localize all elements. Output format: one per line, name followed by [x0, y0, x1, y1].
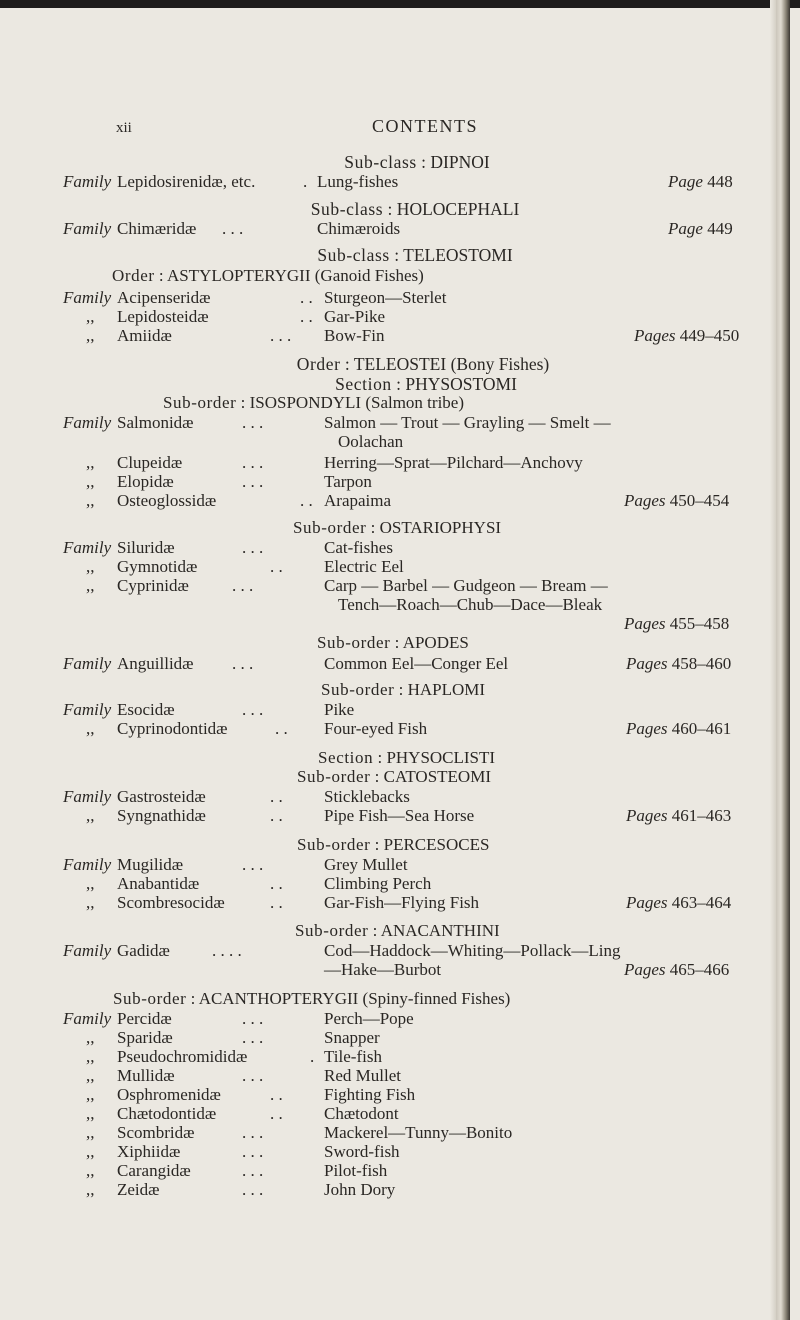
- page-title: CONTENTS: [372, 116, 478, 136]
- leader-dots: . . .: [242, 700, 264, 719]
- common-name: John Dory: [324, 1180, 396, 1199]
- common-name: Red Mullet: [324, 1066, 401, 1085]
- common-name: Sturgeon—Sterlet: [324, 288, 447, 307]
- heading-suborder-anacanthini: Sub-order : ANACANTHINI: [295, 921, 500, 940]
- leader-dots: . . .: [242, 538, 264, 557]
- common-name-continued: Oolachan: [338, 432, 404, 451]
- family-name: Amiidæ: [117, 326, 172, 345]
- heading-suborder-catosteomi: Sub-order : CATOSTEOMI: [297, 767, 491, 786]
- ditto-mark: ,,: [86, 472, 95, 491]
- ditto-mark: ,,: [86, 557, 95, 576]
- family-name: Cyprinodontidæ: [117, 719, 228, 738]
- ditto-mark: ,,: [86, 806, 95, 825]
- leader-dots: . .: [300, 491, 313, 510]
- family-name: Mullidæ: [117, 1066, 175, 1085]
- page-reference: Page 449: [668, 219, 733, 238]
- family-label: Family: [63, 288, 112, 307]
- leader-dots: . . .: [242, 1009, 264, 1028]
- ditto-mark: ,,: [86, 1085, 95, 1104]
- common-name: Climbing Perch: [324, 874, 432, 893]
- common-name: Arapaima: [324, 491, 392, 510]
- leader-dots: . .: [270, 787, 283, 806]
- ditto-mark: ,,: [86, 1123, 95, 1142]
- family-name: Chimæridæ: [117, 219, 197, 238]
- ditto-mark: ,,: [86, 719, 95, 738]
- common-name: Pike: [324, 700, 355, 719]
- family-name: Scombresocidæ: [117, 893, 225, 912]
- heading-suborder-ostariophysi: Sub-order : OSTARIOPHYSI: [293, 518, 502, 537]
- family-label: Family: [63, 700, 112, 719]
- ditto-mark: ,,: [86, 491, 95, 510]
- common-name: Chimæroids: [317, 219, 401, 238]
- common-name: Grey Mullet: [324, 855, 408, 874]
- ditto-mark: ,,: [86, 576, 95, 595]
- family-label: Family: [63, 654, 112, 673]
- leader-dots: . . .: [242, 413, 264, 432]
- family-label: Family: [63, 172, 112, 191]
- ditto-mark: ,,: [86, 1047, 95, 1066]
- page-reference: Pages 461–463: [626, 806, 732, 825]
- family-name: Chætodontidæ: [117, 1104, 217, 1123]
- common-name: Tile-fish: [324, 1047, 382, 1066]
- family-name: Acipenseridæ: [117, 288, 211, 307]
- ditto-mark: ,,: [86, 893, 95, 912]
- page-reference: Pages 460–461: [626, 719, 732, 738]
- ditto-mark: ,,: [86, 1161, 95, 1180]
- leader-dots: . . .: [242, 1161, 264, 1180]
- common-name: Electric Eel: [324, 557, 404, 576]
- family-name: Clupeidæ: [117, 453, 183, 472]
- ditto-mark: ,,: [86, 1142, 95, 1161]
- common-name: Bow-Fin: [324, 326, 385, 345]
- ditto-mark: ,,: [86, 1104, 95, 1123]
- leader-dots: . .: [270, 874, 283, 893]
- heading-suborder-apodes: Sub-order : APODES: [317, 633, 469, 652]
- family-name: Mugilidæ: [117, 855, 184, 874]
- leader-dots: .: [303, 172, 308, 191]
- page-reference: Page 448: [668, 172, 733, 191]
- page-reference: Pages 450–454: [624, 491, 730, 510]
- common-name: Gar-Pike: [324, 307, 386, 326]
- common-name: Chætodont: [324, 1104, 399, 1123]
- leader-dots: .: [310, 1047, 315, 1066]
- heading-subclass-teleostomi: Sub-class : TELEOSTOMI: [317, 245, 513, 265]
- leader-dots: . .: [275, 719, 288, 738]
- family-name: Zeidæ: [117, 1180, 160, 1199]
- leader-dots: . .: [300, 288, 313, 307]
- leader-dots: . .: [270, 1104, 283, 1123]
- leader-dots: . . .: [270, 326, 292, 345]
- family-name: Syngnathidæ: [117, 806, 206, 825]
- ditto-mark: ,,: [86, 453, 95, 472]
- heading-suborder-haplomi: Sub-order : HAPLOMI: [321, 680, 486, 699]
- leader-dots: . . .: [242, 1142, 264, 1161]
- common-name: Mackerel—Tunny—Bonito: [324, 1123, 513, 1142]
- leader-dots: . . .: [242, 1123, 264, 1142]
- common-name: Gar-Fish—Flying Fish: [324, 893, 480, 912]
- leader-dots: . . .: [242, 855, 264, 874]
- family-name: Gadidæ: [117, 941, 170, 960]
- family-name: Xiphiidæ: [117, 1142, 181, 1161]
- page-reference: Pages 458–460: [626, 654, 732, 673]
- ditto-mark: ,,: [86, 326, 95, 345]
- heading-subclass-holocephali: Sub-class : HOLOCEPHALI: [310, 199, 520, 219]
- family-label: Family: [63, 219, 112, 238]
- heading-subclass-dipnoi: Sub-class : DIPNOI: [344, 152, 490, 172]
- family-name: Anabantidæ: [117, 874, 200, 893]
- leader-dots: . . .: [242, 1028, 264, 1047]
- family-name: Gastrosteidæ: [117, 787, 206, 806]
- heading-section-physoclisti: Section : PHYSOCLISTI: [318, 748, 496, 767]
- leader-dots: . . .: [232, 654, 254, 673]
- heading-order-astylopterygii: Order : ASTYLOPTERYGII (Ganoid Fishes): [112, 266, 424, 285]
- heading-order-teleostei: Order : TELEOSTEI (Bony Fishes): [296, 354, 550, 374]
- family-name: Lepidosirenidæ, etc.: [117, 172, 256, 191]
- family-name: Cyprinidæ: [117, 576, 189, 595]
- leader-dots: . .: [270, 893, 283, 912]
- family-name: Siluridæ: [117, 538, 175, 557]
- page-reference: Pages 449–450: [634, 326, 740, 345]
- family-name: Sparidæ: [117, 1028, 173, 1047]
- leader-dots: . . .: [242, 1066, 264, 1085]
- leader-dots: . . .: [242, 453, 264, 472]
- leader-dots: . .: [270, 557, 283, 576]
- family-label: Family: [63, 787, 112, 806]
- common-name: Perch—Pope: [324, 1009, 414, 1028]
- common-name: Sword-fish: [324, 1142, 400, 1161]
- common-name: Fighting Fish: [324, 1085, 416, 1104]
- leader-dots: . .: [270, 1085, 283, 1104]
- leader-dots: . . .: [232, 576, 254, 595]
- family-name: Lepidosteidæ: [117, 307, 209, 326]
- family-label: Family: [63, 855, 112, 874]
- page-reference: Pages 463–464: [626, 893, 732, 912]
- leader-dots: . . .: [242, 472, 264, 491]
- page-reference: Pages 465–466: [624, 960, 730, 979]
- family-name: Pseudochromididæ: [117, 1047, 248, 1066]
- leader-dots: . . .: [222, 219, 244, 238]
- heading-suborder-isospondyli: Sub-order : ISOSPONDYLI (Salmon tribe): [163, 393, 465, 412]
- common-name: Pipe Fish—Sea Horse: [324, 806, 475, 825]
- ditto-mark: ,,: [86, 1066, 95, 1085]
- heading-section-physostomi: Section : PHYSOSTOMI: [335, 374, 517, 394]
- family-name: Carangidæ: [117, 1161, 191, 1180]
- family-name: Osteoglossidæ: [117, 491, 217, 510]
- common-name: Sticklebacks: [324, 787, 410, 806]
- family-label: Family: [63, 1009, 112, 1028]
- leader-dots: . . . .: [212, 941, 242, 960]
- common-name: Lung-fishes: [317, 172, 399, 191]
- heading-suborder-acanthopterygii: Sub-order : ACANTHOPTERYGII (Spiny-finned Fishes): [113, 989, 511, 1008]
- common-name: Four-eyed Fish: [324, 719, 428, 738]
- leader-dots: . . .: [242, 1180, 264, 1199]
- common-name: Carp — Barbel — Gudgeon — Bream —: [324, 576, 608, 595]
- ditto-mark: ,,: [86, 874, 95, 893]
- family-name: Anguillidæ: [117, 654, 194, 673]
- common-name: Herring—Sprat—Pilchard—Anchovy: [324, 453, 583, 472]
- ditto-mark: ,,: [86, 1028, 95, 1047]
- ditto-mark: ,,: [86, 307, 95, 326]
- family-name: Scombridæ: [117, 1123, 195, 1142]
- family-name: Gymnotidæ: [117, 557, 198, 576]
- common-name: Pilot-fish: [324, 1161, 388, 1180]
- leader-dots: . .: [300, 307, 313, 326]
- common-name: Cat-fishes: [324, 538, 393, 557]
- common-name-continued: Tench—Roach—Chub—Dace—Bleak: [338, 595, 603, 614]
- family-name: Elopidæ: [117, 472, 174, 491]
- common-name-continued: —Hake—Burbot: [324, 960, 442, 979]
- family-name: Esocidæ: [117, 700, 175, 719]
- scan-top-edge: [0, 0, 800, 8]
- page-reference: Pages 455–458: [624, 614, 730, 633]
- common-name: Salmon — Trout — Grayling — Smelt —: [324, 413, 611, 432]
- leader-dots: . .: [270, 806, 283, 825]
- page-number: xii: [116, 120, 132, 136]
- common-name: Cod—Haddock—Whiting—Pollack—Ling: [324, 941, 621, 960]
- family-name: Osphromenidæ: [117, 1085, 221, 1104]
- heading-suborder-percesoces: Sub-order : PERCESOCES: [297, 835, 490, 854]
- family-label: Family: [63, 413, 112, 432]
- common-name: Snapper: [324, 1028, 380, 1047]
- ditto-mark: ,,: [86, 1180, 95, 1199]
- book-spine-edge: [776, 0, 790, 1320]
- family-label: Family: [63, 538, 112, 557]
- common-name: Tarpon: [324, 472, 372, 491]
- family-name: Salmonidæ: [117, 413, 194, 432]
- common-name: Common Eel—Conger Eel: [324, 654, 509, 673]
- family-label: Family: [63, 941, 112, 960]
- family-name: Percidæ: [117, 1009, 172, 1028]
